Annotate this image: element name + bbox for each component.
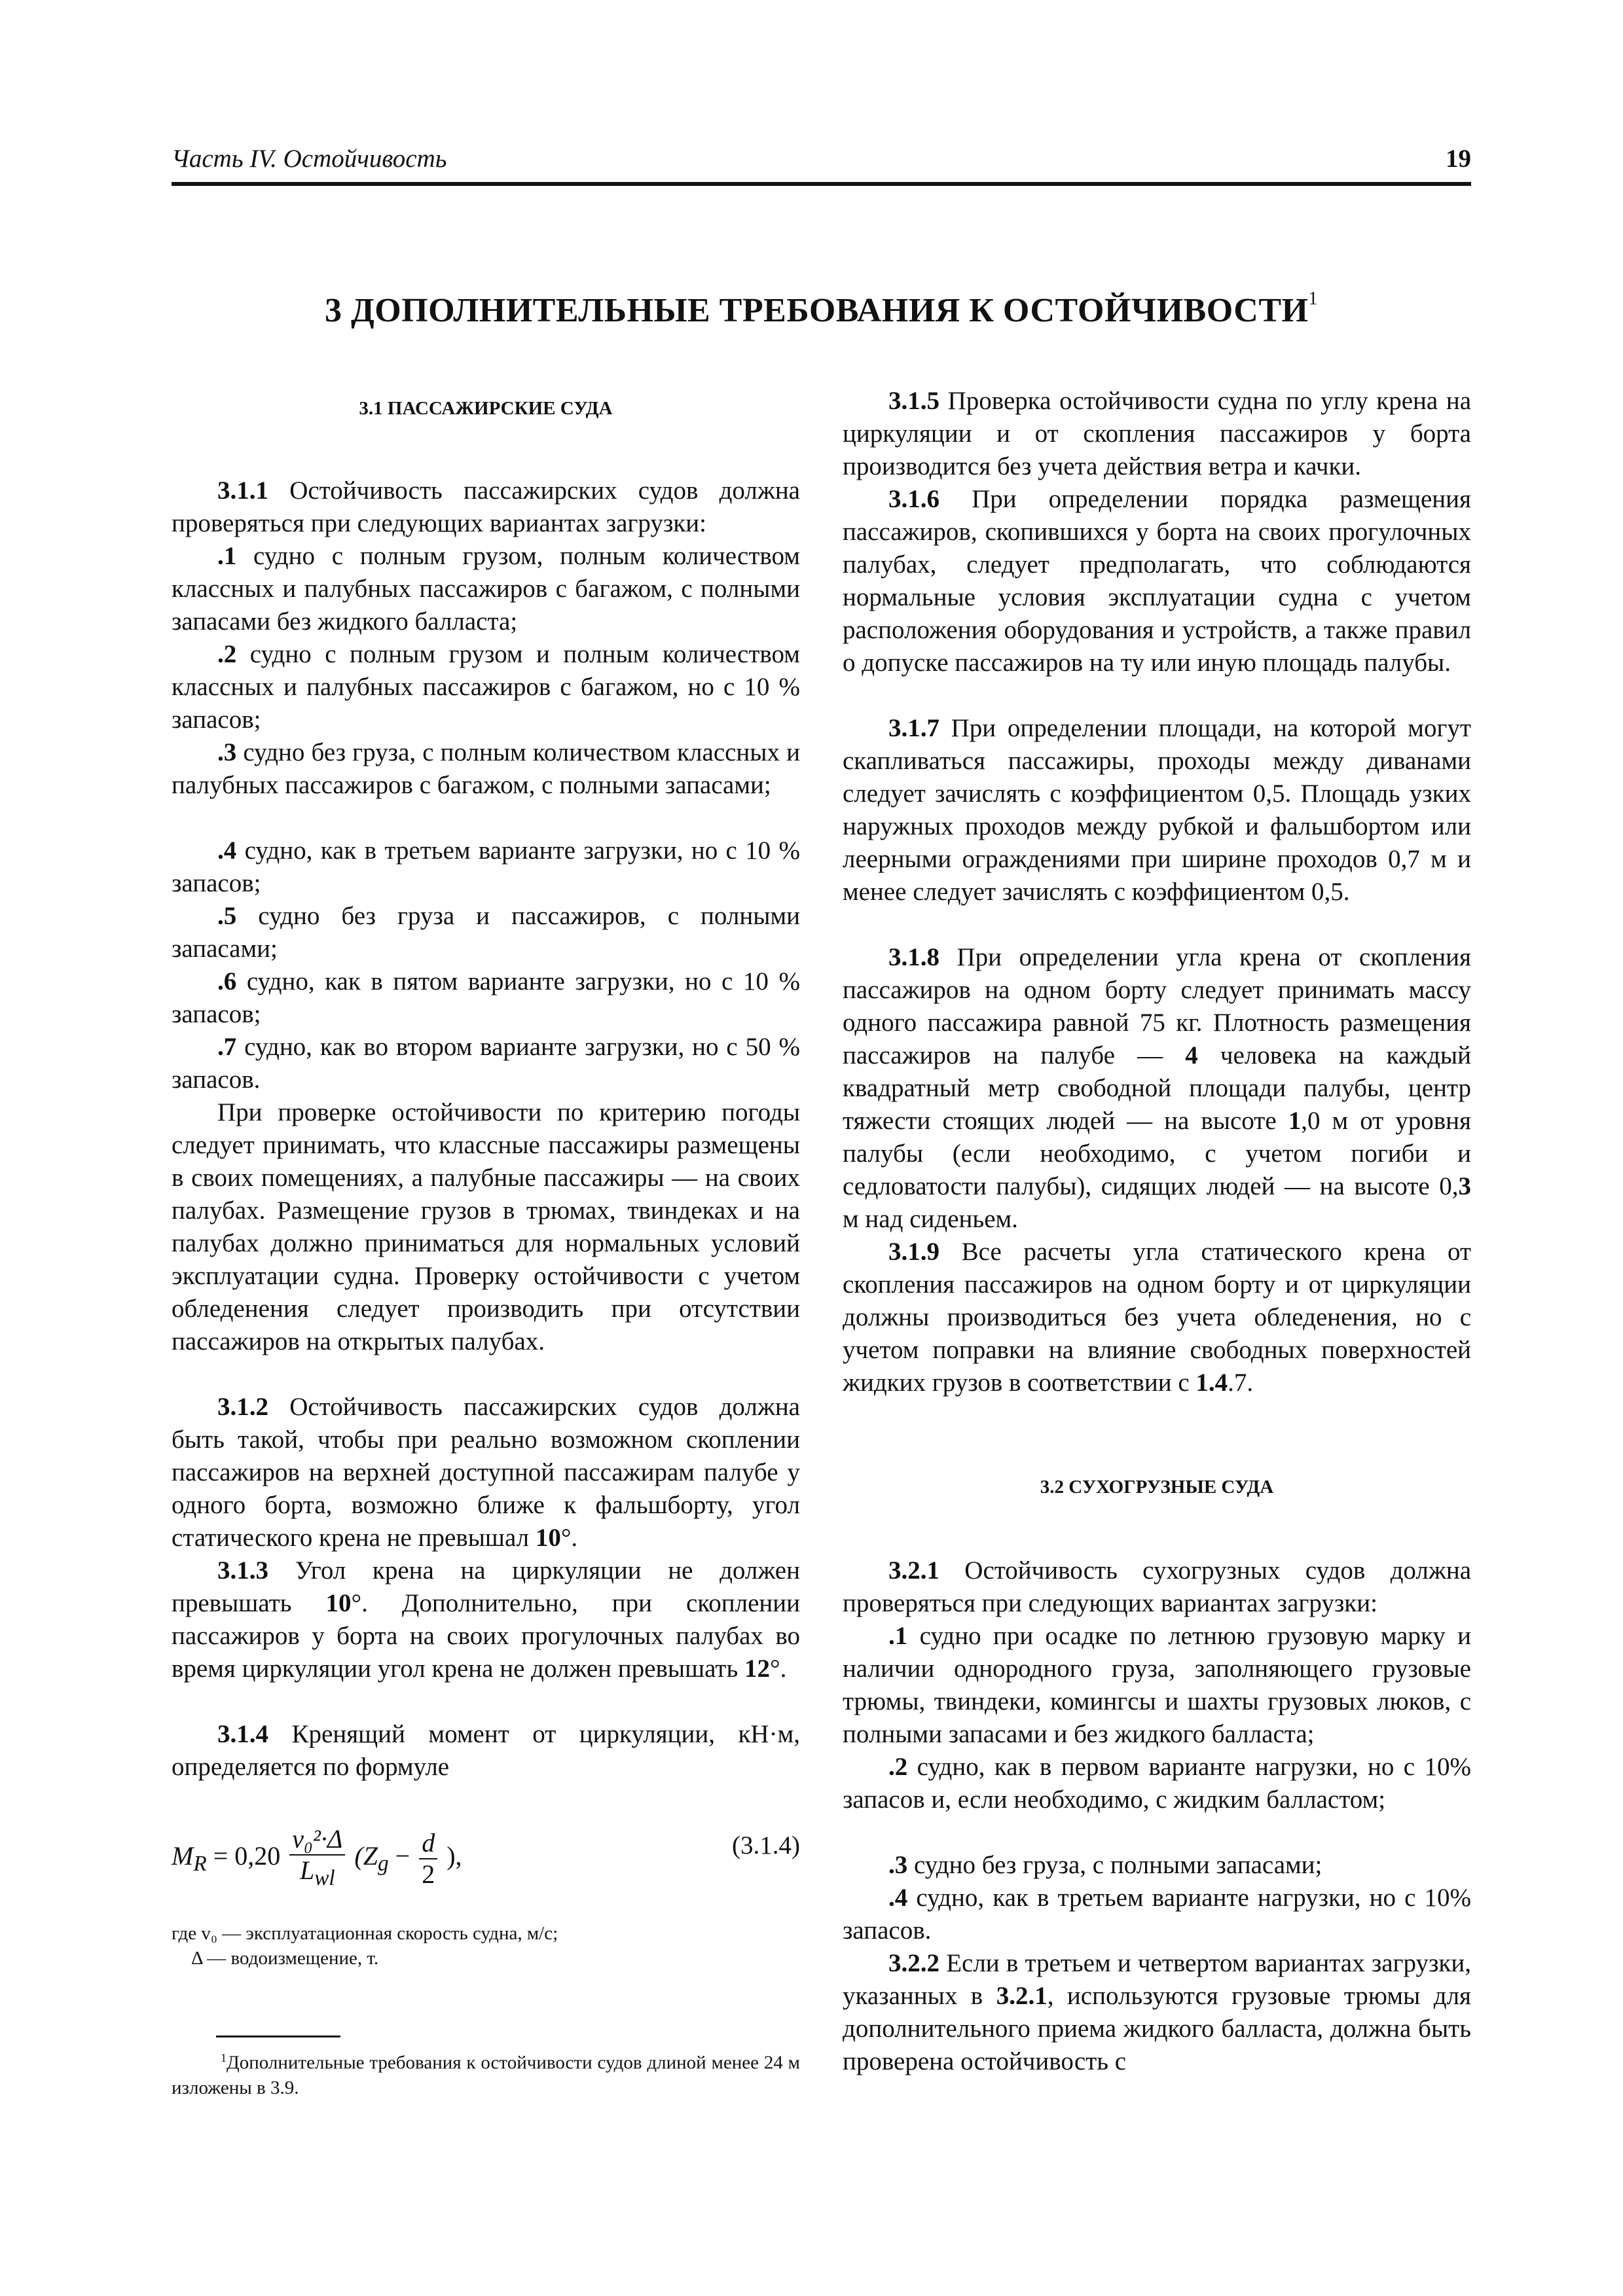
variant-text: судно с полным грузом, полным количеством классных и палубных пассажиров с багажом, с полными запасами без жидкого балласта; bbox=[172, 542, 800, 636]
section-heading-3-2: 3.2 СУХОГРУЗНЫЕ СУДА bbox=[1040, 1477, 1274, 1498]
paragraph-3-1-7 bbox=[843, 712, 1471, 908]
formula-fraction bbox=[289, 1824, 345, 1893]
clause-text: °. Дополнительно, при скоплении пассажиров у борта на своих прогулочных палубах во время циркуляции угол крена не должен превышать bbox=[172, 1589, 800, 1683]
density-value: 4 bbox=[1185, 1041, 1198, 1069]
variant-3 bbox=[172, 736, 800, 802]
chapter-title bbox=[172, 276, 1471, 334]
page-number: 19 bbox=[1446, 145, 1471, 173]
formula-3-1-4 bbox=[172, 1810, 800, 1890]
clause-text: ,0 м от уровня палубы (если необходимо, с учетом погиби и седловатости палубы), сидящих людей — на высоте 0, bbox=[843, 1107, 1471, 1200]
footnote-mark: 1 bbox=[221, 2051, 227, 2064]
clause-number: 3.1.7 bbox=[888, 714, 939, 742]
paragraph-3-1-2 bbox=[172, 1391, 800, 1554]
denominator-sub: wl bbox=[314, 1866, 335, 1890]
paragraph-3-1-9 bbox=[843, 1236, 1471, 1399]
paragraph-3-1-6 bbox=[843, 483, 1471, 679]
variant-text: судно, как во втором варианте загрузки, но с 50 % запасов. bbox=[172, 1033, 800, 1094]
clause-number: 3.1.9 bbox=[888, 1238, 939, 1266]
section-heading-3-1: 3.1 ПАССАЖИРСКИЕ СУДА bbox=[359, 398, 613, 419]
formula-lhs: M bbox=[172, 1841, 194, 1871]
clause-text: Проверка остойчивости судна по углу крена на циркуляции и от скопления пассажиров у борта производится без учета действия ветра и качки. bbox=[843, 387, 1471, 480]
clause-text: Остойчивость пассажирских судов должна быть такой, чтобы при реально возможном скоплении пассажиров на верхней доступной пассажирам палубе у одного борта, возможно ближе к фальшборту, угол статического крена не превышал bbox=[172, 1393, 800, 1552]
variant-number: .4 bbox=[888, 1884, 908, 1912]
clause-text: При определении площади, на которой могут скапливаться пассажиры, проходы между диванами следует зачислять с коэффициентом 0,5. Площадь узких наружных проходов между рубкой и фальшбортом или леерными ограждениями при ширине проходов 0,7 м и менее следует зачислять с коэффициентом 0,5. bbox=[843, 714, 1471, 906]
fraction2-numerator: d bbox=[419, 1828, 437, 1859]
variant-3 bbox=[843, 1849, 1471, 1882]
clause-text: человека на каждый квадратный метр свободной площади палубы, центр тяжести стоящих людей — на высоте bbox=[843, 1041, 1471, 1135]
variant-2 bbox=[172, 638, 800, 736]
formula-legend bbox=[172, 1921, 800, 1971]
formula-fraction-2 bbox=[419, 1828, 437, 1890]
clause-text: Кренящий момент от циркуляции, кН·м, определяется по формуле bbox=[172, 1720, 800, 1781]
footnote-text: Дополнительные требования к остойчивости судов длиной менее 24 м изложены в 3.9. bbox=[172, 2052, 800, 2098]
variant-number: .2 bbox=[217, 640, 237, 668]
clause-text: Если в третьем и четвертом вариантах загрузки, указанных в bbox=[843, 1949, 1471, 2010]
paragraph-3-1-8 bbox=[843, 941, 1471, 1236]
variant-number: .2 bbox=[888, 1753, 908, 1781]
variant-7 bbox=[172, 1031, 800, 1096]
fraction2-denominator: 2 bbox=[422, 1859, 435, 1889]
variant-text: судно при осадке по летнюю грузовую марку и наличии однородного груза, заполняющего грузовые трюмы, твиндеки, комингсы и шахты грузовых люков, с полными запасами и без жидкого балласта; bbox=[843, 1622, 1471, 1748]
variant-1 bbox=[172, 540, 800, 638]
angle-value: 10 bbox=[325, 1589, 352, 1617]
paragraph-weather-criterion: При проверке остойчивости по критерию погоды следует принимать, что классные пассажиры размещены в своих помещениях, а палубные пассажиры — на своих палубах. Размещение грузов в трюмах, твиндеках и на палубах должно приниматься для нормальных условий эксплуатации судна. Проверку остойчивости с учетом обледенения следует производить при отсутствии пассажиров на открытых палубах. bbox=[172, 1098, 800, 1355]
variant-number: .6 bbox=[217, 967, 237, 996]
footnote-mark: 1 bbox=[1308, 289, 1318, 309]
paragraph-3-1-3 bbox=[172, 1554, 800, 1685]
clause-text: При определении угла крена от скопления пассажиров на одном борту следует принимать массу одного пассажира равной 75 кг. Плотность размещения пассажиров на палубе — bbox=[843, 943, 1471, 1069]
clause-text: Все расчеты угла статического крена от скопления пассажиров на одном борту и от циркуляции должны производиться без учета обледенения, но с учетом поправки на влияние свободных поверхностей жидких грузов в соответствии с bbox=[843, 1238, 1471, 1397]
clause-text-end: °. bbox=[770, 1655, 787, 1683]
variant-text: судно, как в третьем варианте загрузки, но с 10 % запасов; bbox=[172, 836, 800, 897]
page-header bbox=[172, 143, 1471, 186]
chapter-title-text: 3 ДОПОЛНИТЕЛЬНЫЕ ТРЕБОВАНИЯ К ОСТОЙЧИВОСТИ bbox=[325, 292, 1309, 329]
variant-number: .1 bbox=[217, 542, 237, 570]
clause-number: 3.1.8 bbox=[888, 943, 939, 971]
variant-number: .3 bbox=[217, 738, 237, 766]
paragraph-3-2-1 bbox=[843, 1554, 1471, 1620]
height-value: 1 bbox=[1288, 1107, 1302, 1135]
footnote-rule bbox=[216, 2036, 340, 2037]
formula-expression bbox=[172, 1824, 462, 1893]
formula-number: (3.1.4) bbox=[732, 1831, 800, 1859]
fraction-numerator: v₀²·Δ bbox=[289, 1824, 345, 1856]
variant-number: .7 bbox=[217, 1033, 237, 1061]
variant-number: .4 bbox=[217, 836, 237, 865]
running-header: Часть IV. Остойчивость bbox=[172, 145, 447, 173]
variant-6 bbox=[172, 965, 800, 1031]
clause-number: 3.1.3 bbox=[217, 1556, 268, 1585]
fraction-denominator bbox=[289, 1856, 345, 1893]
clause-number: 3.1.5 bbox=[888, 387, 939, 415]
paragraph-3-1-5 bbox=[843, 385, 1471, 483]
variant-number: .1 bbox=[888, 1622, 908, 1650]
clause-number: 3.1.1 bbox=[217, 476, 268, 505]
clause-number: 3.2.2 bbox=[888, 1949, 939, 1977]
clause-text-end: .7. bbox=[1228, 1369, 1254, 1397]
variant-text: судно, как в третьем варианте нагрузки, но с 10% запасов. bbox=[843, 1884, 1471, 1945]
clause-text: Остойчивость сухогрузных судов должна проверяться при следующих вариантах загрузки: bbox=[843, 1556, 1471, 1617]
variant-text: судно, как в пятом варианте загрузки, но с 10 % запасов; bbox=[172, 967, 800, 1028]
formula-paren-open: (Z bbox=[354, 1841, 378, 1871]
clause-number: 3.1.2 bbox=[217, 1393, 268, 1421]
clause-text: Остойчивость пассажирских судов должна проверяться при следующих вариантах загрузки: bbox=[172, 476, 800, 537]
footnote bbox=[172, 2045, 800, 2100]
clause-number: 3.1.6 bbox=[888, 485, 939, 513]
denominator-symbol: L bbox=[299, 1856, 315, 1885]
clause-text-end: °. bbox=[560, 1524, 578, 1552]
angle-value: 12 bbox=[744, 1655, 770, 1683]
clause-text-end: , используются грузовые трюмы для дополнительного приема жидкого балласта, должна быть проверена остойчивость с bbox=[843, 1982, 1471, 2075]
formula-lhs-sub: R bbox=[193, 1852, 207, 1876]
legend-row-speed: где v₀ — эксплуатационная скорость судна, м/с; bbox=[172, 1923, 558, 1944]
clause-number: 3.1.4 bbox=[217, 1720, 268, 1748]
variant-text: судно без груза, с полными запасами; bbox=[907, 1851, 1322, 1879]
paragraph-3-1-1 bbox=[172, 475, 800, 540]
formula-minus: − bbox=[388, 1841, 417, 1871]
clause-number: 3.2.1 bbox=[888, 1556, 939, 1585]
variant-2 bbox=[843, 1751, 1471, 1816]
variant-text: судно, как в первом варианте нагрузки, но с 10% запасов и, если необходимо, с жидким балластом; bbox=[843, 1753, 1471, 1814]
variant-4 bbox=[843, 1882, 1471, 1947]
variant-text: судно без груза и пассажиров, с полными запасами; bbox=[172, 902, 800, 963]
reference: 3.2.1 bbox=[996, 1982, 1048, 2010]
variant-5 bbox=[172, 900, 800, 965]
paragraph-3-1-4 bbox=[172, 1718, 800, 1784]
variant-text: судно без груза, с полным количеством классных и палубных пассажиров с багажом, с полными запасами; bbox=[172, 738, 800, 799]
reference: 1.4 bbox=[1195, 1369, 1228, 1397]
variant-number: .3 bbox=[888, 1851, 908, 1879]
variant-number: .5 bbox=[217, 902, 237, 930]
paragraph-3-2-2 bbox=[843, 1947, 1471, 2078]
clause-text: Угол крена на циркуляции не должен превышать bbox=[172, 1556, 800, 1617]
formula-paren-close: ), bbox=[447, 1841, 462, 1871]
variant-4 bbox=[172, 834, 800, 900]
angle-value: 10 bbox=[535, 1524, 561, 1552]
variant-text: судно с полным грузом и полным количеством классных и палубных пассажиров с багажом, но с 10 % запасов; bbox=[172, 640, 800, 734]
variant-1 bbox=[843, 1620, 1471, 1751]
height-value: 3 bbox=[1458, 1172, 1471, 1200]
formula-paren-sub: g bbox=[377, 1852, 389, 1876]
clause-text: При определении порядка размещения пассажиров, скопившихся у борта на своих прогулочных палубах, следует предполагать, что соблюдаются нормальные условия эксплуатации судна с учетом расположения оборудования и устройств, а также правил о допуске пассажиров на ту или иную площадь палубы. bbox=[843, 485, 1471, 677]
formula-coefficient: = 0,20 bbox=[206, 1841, 281, 1871]
legend-row-displacement: Δ — водоизмещение, т. bbox=[191, 1948, 379, 1969]
clause-text-end: м над сиденьем. bbox=[843, 1205, 1018, 1233]
